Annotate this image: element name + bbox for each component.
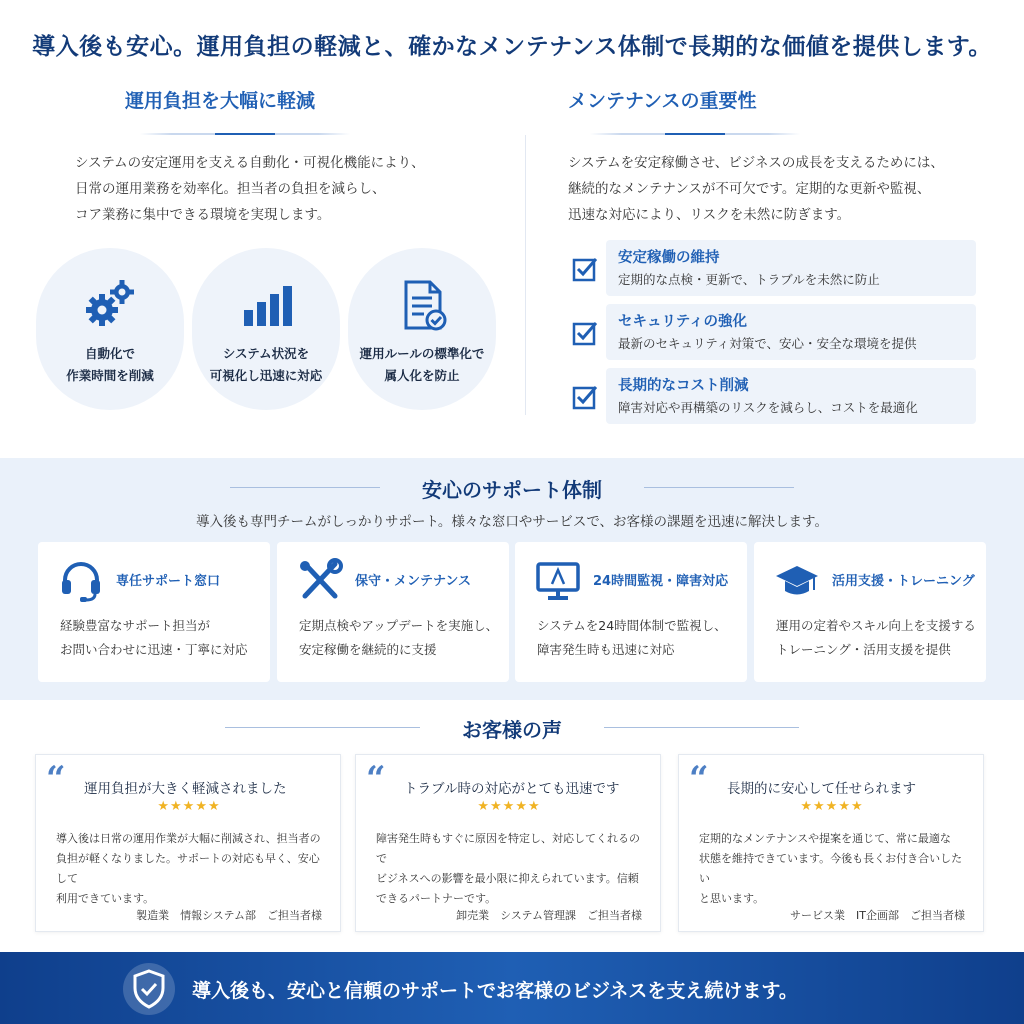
- quote-icon: “: [366, 759, 386, 799]
- column-divider: [525, 135, 526, 415]
- quote-icon: “: [46, 759, 66, 799]
- maintenance-section: [560, 86, 990, 113]
- support-card-training: 活用支援・トレーニング 運用の定着やスキル向上を支援する トレーニング・活用支援を提供: [754, 542, 986, 682]
- feature-visualization: システム状況を 可視化し迅速に対応: [192, 248, 340, 410]
- star-rating: ★★★★★: [157, 799, 221, 814]
- gears-icon: [80, 276, 140, 336]
- maintenance-description: システムを安定稼働させ、ビジネスの成長を支えるためには、 継続的なメンテナンスが不可欠です。定期的な更新や監視、 迅速な対応により、リスクを未然に防ぎます。: [568, 155, 944, 223]
- graduation-cap-icon: [774, 558, 820, 604]
- operations-section: [40, 86, 500, 113]
- tools-icon: [297, 558, 343, 604]
- support-card-monitoring: 24時間監視・障害対応 システムを24時間体制で監視し、 障害発生時も迅速に対応: [515, 542, 747, 682]
- operations-description: システムの安定運用を支える自動化・可視化機能により、 日常の運用業務を効率化。担当者の負担を減らし、 コア業務に集中できる環境を実現します。: [75, 155, 425, 223]
- headset-icon: [58, 558, 104, 604]
- testimonial-author: サービス業 IT企画部 ご担当者様: [790, 909, 965, 922]
- testimonial-card: “ 長期的に安心して任せられます ★★★★★ 定期的なメンテナンスや提案を通じて、常に最適な 状態を維持できています。今後も長くお付き合いしたい と思います。 サービス業 IT企画部 ご担当者様: [678, 754, 984, 932]
- maintenance-point: 安定稼働の維持 定期的な点検・更新で、トラブルを未然に防止: [568, 240, 978, 296]
- page-headline: 導入後も安心。運用負担の軽減と、確かなメンテナンス体制で長期的な価値を提供します。: [32, 34, 992, 60]
- quote-icon: “: [689, 759, 709, 799]
- footer-message: 導入後も、安心と信頼のサポートでお客様のビジネスを支え続けます。: [192, 980, 798, 1002]
- support-card-maintenance: 保守・メンテナンス 定期点検やアップデートを実施し、 安定稼働を継続的に支援: [277, 542, 509, 682]
- star-rating: ★★★★★: [800, 799, 864, 814]
- testimonial-author: 卸売業 システム管理課 ご担当者様: [456, 909, 642, 922]
- operations-title: 運用負担を大幅に軽減: [124, 90, 315, 112]
- support-card-dedicated: 専任サポート窓口 経験豊富なサポート担当が お問い合わせに迅速・丁寧に対応: [38, 542, 270, 682]
- testimonial-card: “ 運用負担が大きく軽減されました ★★★★★ 導入後は日常の運用作業が大幅に削減され、担当者の 負担が軽くなりました。サポートの対応も早く、安心して 利用できています。 製造業 情報システム部 ご担当者様: [35, 754, 341, 932]
- monitor-icon: [535, 558, 581, 604]
- shield-check-icon: [122, 962, 176, 1016]
- feature-automation: 自動化で 作業時間を削減: [36, 248, 184, 410]
- star-rating: ★★★★★: [477, 799, 541, 814]
- operations-title-rule: [140, 133, 350, 135]
- maintenance-point: セキュリティの強化 最新のセキュリティ対策で、安心・安全な環境を提供: [568, 304, 978, 360]
- maintenance-title-rule: [590, 133, 800, 135]
- checkbox-icon: [572, 256, 598, 282]
- document-check-icon: [392, 276, 452, 336]
- testimonial-author: 製造業 情報システム部 ご担当者様: [136, 909, 322, 922]
- testimonial-card: “ トラブル時の対応がとても迅速です ★★★★★ 障害発生時もすぐに原因を特定し、対応してくれるので ビジネスへの影響を最小限に抑えられています。信頼 できるパートナーです。 卸売業 システム管理課 ご担当者様: [355, 754, 661, 932]
- checkbox-icon: [572, 320, 598, 346]
- support-subtitle: 導入後も専門チームがしっかりサポート。様々な窓口やサービスで、お客様の課題を迅速に解決します。: [196, 514, 828, 530]
- bar-chart-icon: [236, 276, 296, 336]
- footer-banner: [0, 952, 1024, 1024]
- voices-title: お客様の声: [462, 718, 562, 742]
- support-title: 安心のサポート体制: [422, 478, 602, 502]
- maintenance-title: メンテナンスの重要性: [568, 90, 757, 112]
- feature-standardization: 運用ルールの標準化で 属人化を防止: [348, 248, 496, 410]
- maintenance-point: 長期的なコスト削減 障害対応や再構築のリスクを減らし、コストを最適化: [568, 368, 978, 424]
- checkbox-icon: [572, 384, 598, 410]
